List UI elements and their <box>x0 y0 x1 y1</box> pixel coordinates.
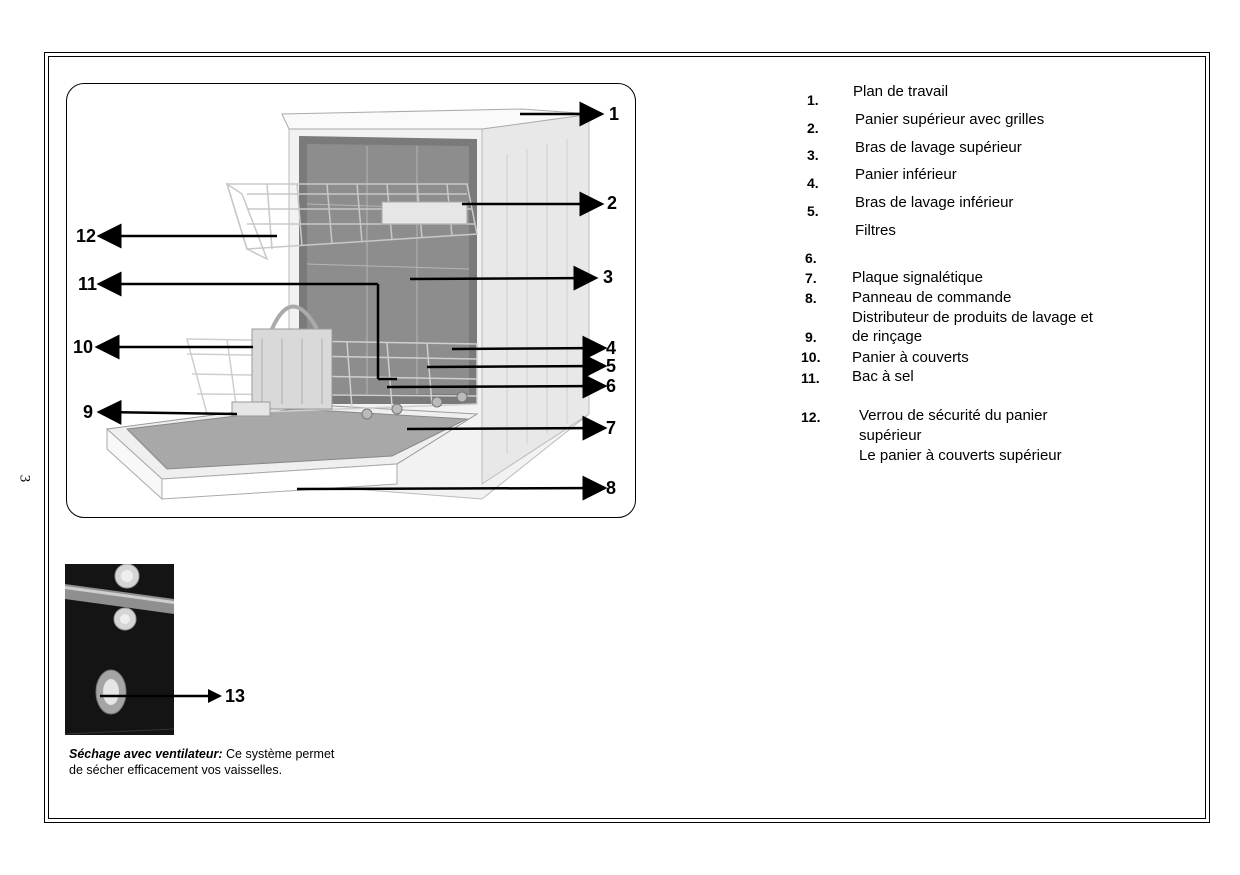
legend-number-4: 4. <box>807 175 819 191</box>
legend-number-8: 8. <box>805 290 817 306</box>
legend-label-9a: Distributeur de produits de lavage et <box>852 309 1093 326</box>
legend-number-9: 9. <box>805 329 817 345</box>
legend-number-5: 5. <box>807 203 819 219</box>
dishwasher-diagram <box>66 83 636 518</box>
legend-number-11: 11. <box>801 370 820 386</box>
legend-label-11: Bac à sel <box>852 368 914 385</box>
callout-8: 8 <box>606 478 617 498</box>
legend-label-7: Plaque signalétique <box>852 269 983 286</box>
legend-number-1: 1. <box>807 92 819 108</box>
callout-10: 10 <box>73 337 94 357</box>
legend-label-8: Panneau de commande <box>852 289 1012 306</box>
fan-drying-caption <box>69 746 339 778</box>
legend-number-6: 6. <box>805 250 817 266</box>
dishwasher-illustration <box>67 84 636 518</box>
callout-13-arrow <box>100 688 225 704</box>
caption-title: Séchage avec ventilateur: <box>69 747 223 761</box>
callout-9: 9 <box>83 402 94 422</box>
callout-7: 7 <box>606 418 617 438</box>
callout-6: 6 <box>606 376 617 396</box>
callout-2: 2 <box>607 193 618 213</box>
callout-5: 5 <box>606 356 617 376</box>
legend-label-2: Panier supérieur avec grilles <box>855 111 1045 128</box>
legend-label-4: Panier inférieur <box>855 166 957 183</box>
callout-11: 11 <box>78 274 98 294</box>
legend-label-12a: Verrou de sécurité du panier <box>859 407 1048 424</box>
callout-3: 3 <box>603 267 614 287</box>
legend-number-2: 2. <box>807 120 819 136</box>
legend-label-1: Plan de travail <box>853 83 949 100</box>
legend-label-12b: supérieur <box>859 427 922 444</box>
callout-4: 4 <box>606 338 617 358</box>
legend-label-3: Bras de lavage supérieur <box>855 139 1022 156</box>
caption-text: Ce système permet de sécher efficacement vos vaisselles. <box>69 747 335 777</box>
legend-number-12: 12. <box>801 409 821 425</box>
legend-number-10: 10. <box>801 349 821 365</box>
fan-drying-photo <box>65 564 174 735</box>
legend-label-6: Filtres <box>855 222 896 239</box>
legend-number-7: 7. <box>805 270 817 286</box>
callout-1: 1 <box>609 104 620 124</box>
page-number: 3 <box>16 474 33 483</box>
callout-13: 13 <box>225 686 246 706</box>
legend-label-9b: de rinçage <box>852 328 923 345</box>
legend-number-3: 3. <box>807 147 819 163</box>
legend-label-10: Panier à couverts <box>852 349 969 366</box>
legend-label-5: Bras de lavage inférieur <box>855 194 1014 211</box>
legend-label-13: Le panier à couverts supérieur <box>859 447 1062 464</box>
callout-12: 12 <box>76 226 97 246</box>
